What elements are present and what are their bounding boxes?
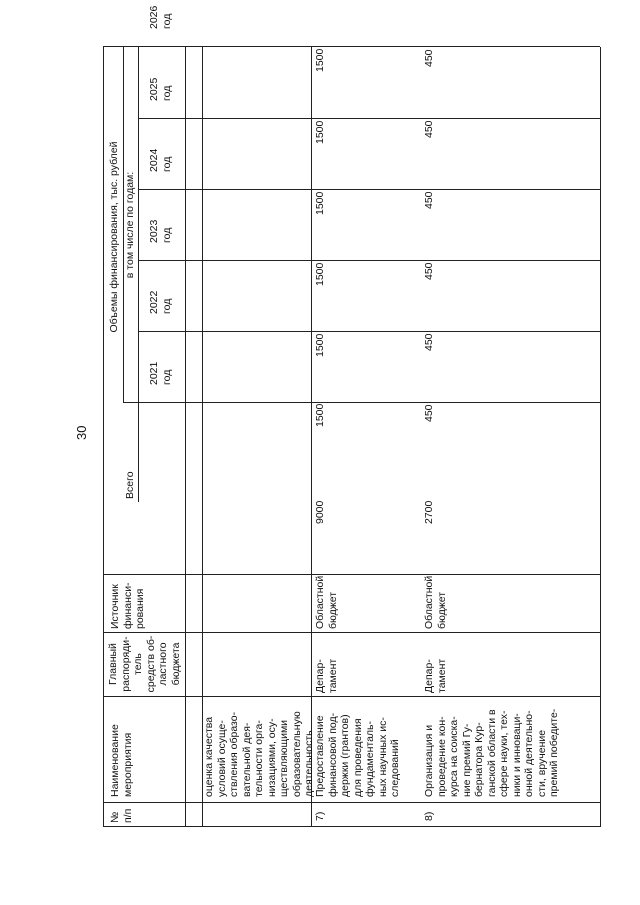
row2-year-2022: 1500	[314, 333, 326, 357]
header-distributor: Главный распоряди- тель средств об- ластного бюджета	[107, 635, 182, 693]
funding-table-row3	[103, 47, 603, 827]
row1-name: оценка качества условий осуще- ствления образо- вательной дея- тельности орга- низациями, осу- ществляющими образовательную деятельность	[203, 711, 315, 797]
header-year-2021: 2021 год	[148, 361, 173, 385]
header-no: № п/п	[109, 808, 134, 823]
row2-source: Областной бюджет	[314, 575, 339, 629]
header-year-2024: 2024 год	[148, 148, 173, 172]
row2-distributor: Депар- тамент	[314, 658, 339, 693]
header-year-2022: 2022 год	[148, 290, 173, 314]
row3-distributor: Депар- тамент	[423, 658, 448, 693]
row3-source: Областной бюджет	[423, 575, 448, 629]
header-source: Источник финанси- рования	[109, 582, 146, 629]
row2-year-2026: 1500	[314, 48, 326, 72]
row2-year-2025: 1500	[314, 120, 326, 144]
row3-year-2023: 450	[423, 262, 435, 280]
page-number: 30	[74, 425, 89, 440]
row3-year-2022: 450	[423, 333, 435, 351]
row2-year-2024: 1500	[314, 191, 326, 215]
row2-no: 7)	[314, 811, 326, 821]
header-name: Наименование мероприятия	[109, 724, 134, 797]
header-total: Всего	[124, 471, 136, 499]
row2-year-2023: 1500	[314, 262, 326, 286]
row2-total: 9000	[314, 500, 326, 524]
row3-total: 2700	[423, 500, 435, 524]
header-year-2023: 2023 год	[148, 219, 173, 243]
row3-year-2024: 450	[423, 191, 435, 209]
header-funding: Объемы финансирования, тыс. рублей	[108, 141, 120, 333]
row2-name: Предоставление финансовой под- держки (грантов) для проведения фундаменталь- ных научных ис- следований	[314, 712, 401, 797]
row3-name: Организация и проведение кон- курса на соиска- ние премий Гу- бернатора Кур- ганской области в сфере науки, тех- ники и инноваци- онной деятельно- сти, вручение премий победите-	[423, 708, 560, 797]
header-year-2025: 2025 год	[148, 77, 173, 101]
row3-year-2025: 450	[423, 120, 435, 138]
header-year-2026: 2026 год	[148, 5, 173, 29]
row3-year-2021: 450	[423, 404, 435, 422]
row3-no: 8)	[423, 811, 435, 821]
row2-year-2021: 1500	[314, 403, 326, 427]
row3-year-2026: 450	[423, 49, 435, 67]
header-by-years: в том числе по годам:	[124, 171, 136, 279]
